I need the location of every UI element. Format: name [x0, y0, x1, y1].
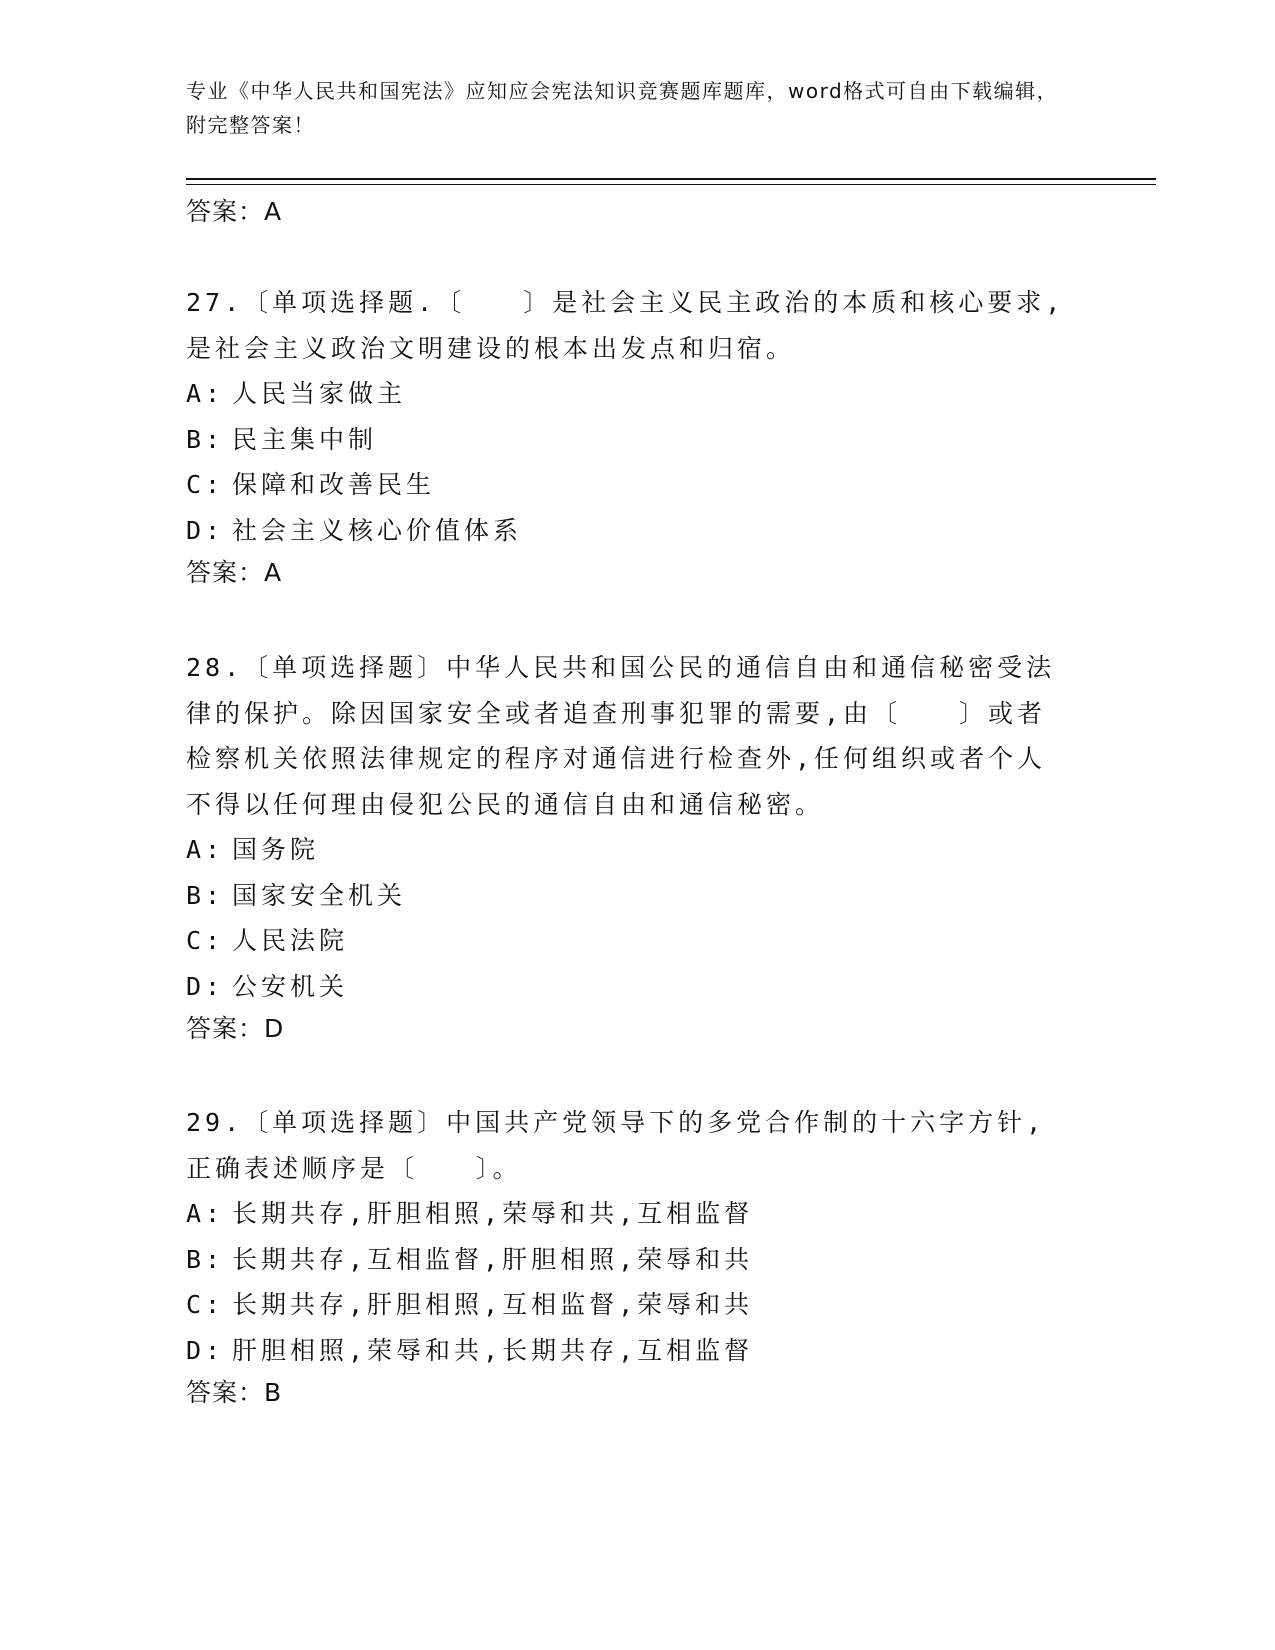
option-text: 社会主义核心价值体系: [232, 515, 523, 545]
option-text: 长期共存,肝胆相照,荣辱和共,互相监督: [232, 1199, 754, 1228]
option-letter: A:: [186, 379, 225, 408]
option-letter: B:: [186, 1244, 225, 1274]
question-29: [186, 1100, 1066, 1413]
answer: 答案：A: [186, 558, 283, 587]
header-divider: [186, 178, 1156, 185]
option-letter: B:: [186, 880, 225, 910]
question-stem: 27.〔单项选择题.〔 〕是社会主义民主政治的本质和核心要求,是社会主义政治文明建设的根本出发点和归宿。: [186, 288, 1065, 363]
option-text: 长期共存,肝胆相照,互相监督,荣辱和共: [232, 1290, 754, 1319]
option-a: [186, 827, 1066, 873]
option-letter: A:: [186, 835, 225, 864]
option-letter: B:: [186, 424, 225, 454]
question-28: [186, 645, 1066, 1049]
option-text: 保障和改善民生: [232, 470, 436, 499]
option-letter: D:: [186, 971, 225, 1001]
option-text: 国务院: [232, 835, 320, 864]
option-letter: D:: [186, 1335, 225, 1365]
option-a: [186, 1191, 1066, 1237]
option-text: 人民当家做主: [232, 379, 407, 408]
option-c: [186, 918, 1066, 964]
page-header: 专业《中华人民共和国宪法》应知应会宪法知识竞赛题库题库，word格式可自由下载编辑，附完整答案！: [186, 79, 1059, 137]
option-letter: C:: [186, 1290, 225, 1319]
option-text: 人民法院: [232, 926, 349, 955]
answer: 答案：D: [186, 1014, 285, 1043]
answer: 答案：B: [186, 1378, 283, 1407]
question-27: [186, 280, 1066, 593]
option-letter: A:: [186, 1199, 225, 1228]
answer-26: 答案：A: [186, 197, 283, 226]
option-letter: C:: [186, 470, 225, 499]
option-text: 长期共存,互相监督,肝胆相照,荣辱和共: [232, 1244, 754, 1274]
question-stem: 28.〔单项选择题〕中华人民共和国公民的通信自由和通信秘密受法律的保护。除因国家安全或者追查刑事犯罪的需要,由〔 〕或者检察机关依照法律规定的程序对通信进行检查外,任何组织或者个人不得以任何理由侵犯公民的通信自由和通信秘密。: [186, 653, 1056, 819]
option-c: [186, 462, 1066, 508]
option-text: 民主集中制: [232, 424, 378, 454]
option-d: [186, 508, 1066, 554]
option-text: 国家安全机关: [232, 880, 407, 910]
option-b: [186, 873, 1066, 919]
option-b: [186, 1237, 1066, 1283]
option-letter: D:: [186, 515, 225, 545]
option-a: [186, 371, 1066, 417]
option-letter: C:: [186, 926, 225, 955]
option-text: 公安机关: [232, 971, 349, 1001]
option-b: [186, 417, 1066, 463]
option-c: [186, 1282, 1066, 1328]
option-text: 肝胆相照,荣辱和共,长期共存,互相监督: [232, 1335, 754, 1365]
question-stem: 29.〔单项选择题〕中国共产党领导下的多党合作制的十六字方针,正确表述顺序是〔 〕。: [186, 1108, 1046, 1183]
option-d: [186, 1328, 1066, 1374]
option-d: [186, 964, 1066, 1010]
